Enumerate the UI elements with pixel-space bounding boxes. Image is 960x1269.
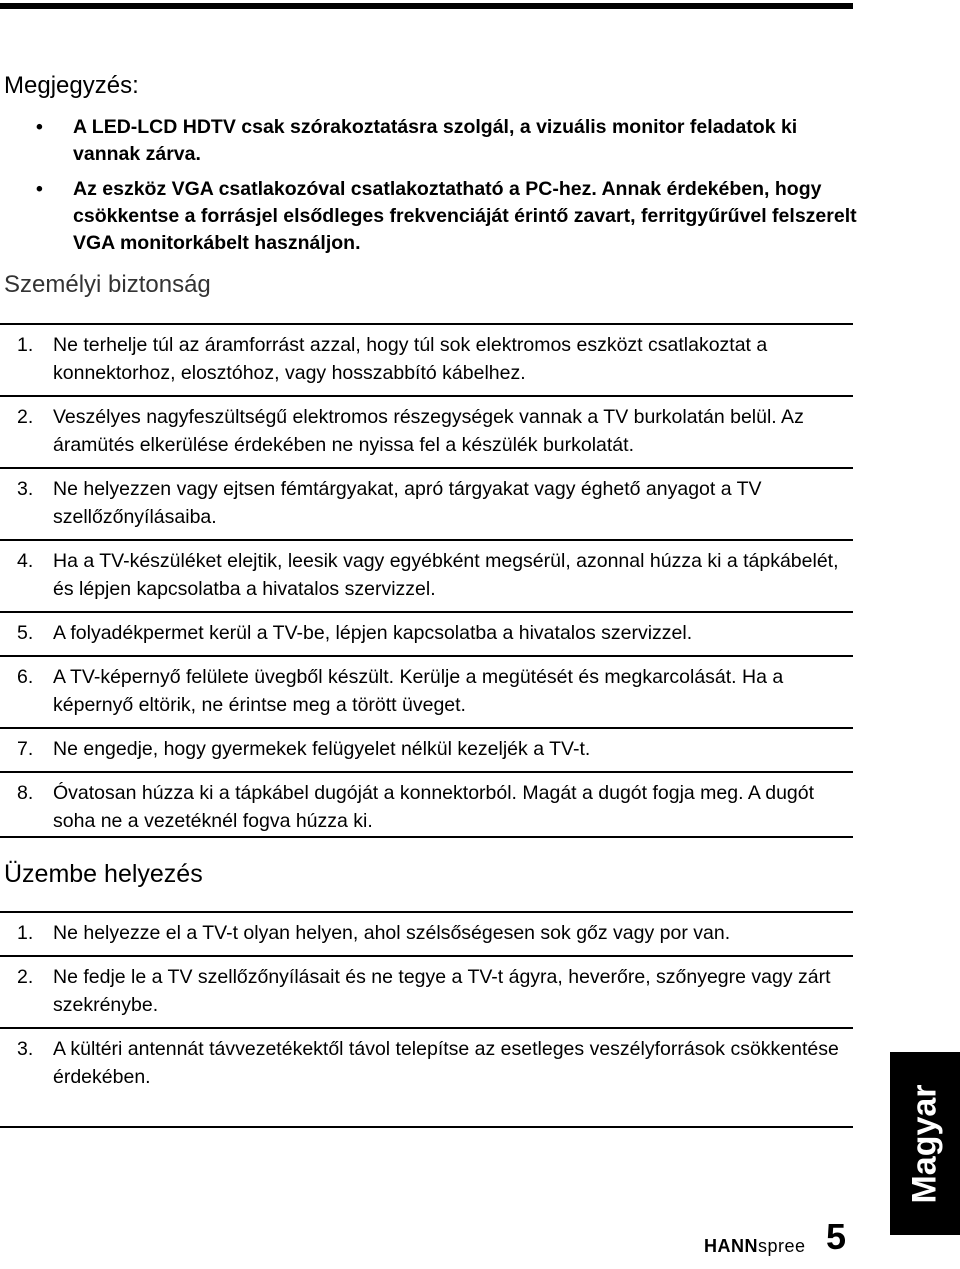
top-rule: [0, 3, 853, 9]
item-text: Ne terhelje túl az áramforrást azzal, hogy túl sok elektromos eszközt csatlakoztat a konnektorhoz, elosztóhoz, vagy hosszabbító kábelhez.: [53, 334, 768, 384]
list-item: [0, 955, 853, 1027]
item-number: 6.: [17, 666, 34, 688]
list-item: [0, 323, 853, 395]
installation-list: [0, 911, 853, 1099]
list-item: [0, 539, 853, 611]
bullet-icon: •: [36, 116, 43, 138]
list-item: [0, 655, 853, 727]
item-number: 2.: [17, 966, 34, 988]
item-text: A kültéri antennát távvezetékektől távol telepítse az esetleges veszélyforrások csökkentése érdekében.: [53, 1038, 839, 1088]
list-item: [0, 727, 853, 771]
list-item: [0, 395, 853, 467]
list-item: [0, 771, 853, 843]
page-number: 5: [826, 1216, 847, 1257]
item-text: Ne fedje le a TV szellőzőnyílásait és ne tegye a TV-t ágyra, heverőre, szőnyegre vagy zárt szekrénybe.: [53, 966, 831, 1016]
item-text: A folyadékpermet kerül a TV-be, lépjen kapcsolatba a hivatalos szervizzel.: [53, 622, 693, 644]
list-item: [0, 611, 853, 655]
note-heading: Megjegyzés:: [4, 72, 139, 99]
item-text: Veszélyes nagyfeszültségű elektromos részegységek vannak a TV burkolatán belül. Az áramütés elkerülése érdekében ne nyissa fel a készülék burkolatát.: [53, 406, 804, 456]
list-item: [0, 911, 853, 955]
list-item: [0, 1027, 853, 1099]
item-number: 2.: [17, 406, 34, 428]
item-number: 3.: [17, 478, 34, 500]
personal-safety-list: [0, 323, 853, 843]
note-item: [0, 176, 860, 257]
item-number: 8.: [17, 782, 34, 804]
brand-logo: HANNspree: [704, 1236, 806, 1256]
language-tab: [890, 1052, 960, 1235]
item-number: 4.: [17, 550, 34, 572]
item-number: 7.: [17, 738, 34, 760]
item-number: 5.: [17, 622, 34, 644]
list-item: [0, 467, 853, 539]
item-text: Ne engedje, hogy gyermekek felügyelet nélkül kezeljék a TV-t.: [53, 738, 591, 760]
item-text: Óvatosan húzza ki a tápkábel dugóját a konnektorból. Magát a dugót fogja meg. A dugót soha ne a vezetéknél fogva húzza ki.: [53, 782, 815, 832]
item-text: A TV-képernyő felülete üvegből készült. Kerülje a megütését és megkarcolását. Ha a képernyő eltörik, ne érintse meg a törött üveget.: [53, 666, 784, 716]
personal-safety-heading: Személyi biztonság: [4, 271, 211, 298]
installation-heading: Üzembe helyezés: [4, 860, 203, 888]
item-text: Ha a TV-készüléket elejtik, leesik vagy egyébként megsérül, azonnal húzza ki a tápkábelét, és lépjen kapcsolatba a hivatalos szervizzel.: [53, 550, 839, 600]
section-end-rule: [0, 1126, 853, 1128]
note-item-text: A LED-LCD HDTV csak szórakoztatásra szolgál, a vizuális monitor feladatok ki vannak zárva.: [73, 116, 798, 165]
item-text: Ne helyezze el a TV-t olyan helyen, ahol szélsőségesen sok gőz vagy por van.: [53, 922, 731, 944]
note-item: [0, 114, 860, 168]
note-list: [0, 114, 860, 265]
bullet-icon: •: [36, 178, 43, 200]
item-text: Ne helyezzen vagy ejtsen fémtárgyakat, apró tárgyakat vagy éghető anyagot a TV szellőzőnyílásaiba.: [53, 478, 762, 528]
language-tab-label: Magyar: [905, 1083, 944, 1204]
item-number: 1.: [17, 922, 34, 944]
item-number: 1.: [17, 334, 34, 356]
item-number: 3.: [17, 1038, 34, 1060]
note-item-text: Az eszköz VGA csatlakozóval csatlakoztatható a PC-hez. Annak érdekében, hogy csökkentse a forrásjel elsődleges frekvenciáját érintő zavart, ferritgyűrűvel felszerelt VGA monitorkábelt használjon.: [73, 178, 857, 254]
section-end-rule: [0, 836, 853, 838]
